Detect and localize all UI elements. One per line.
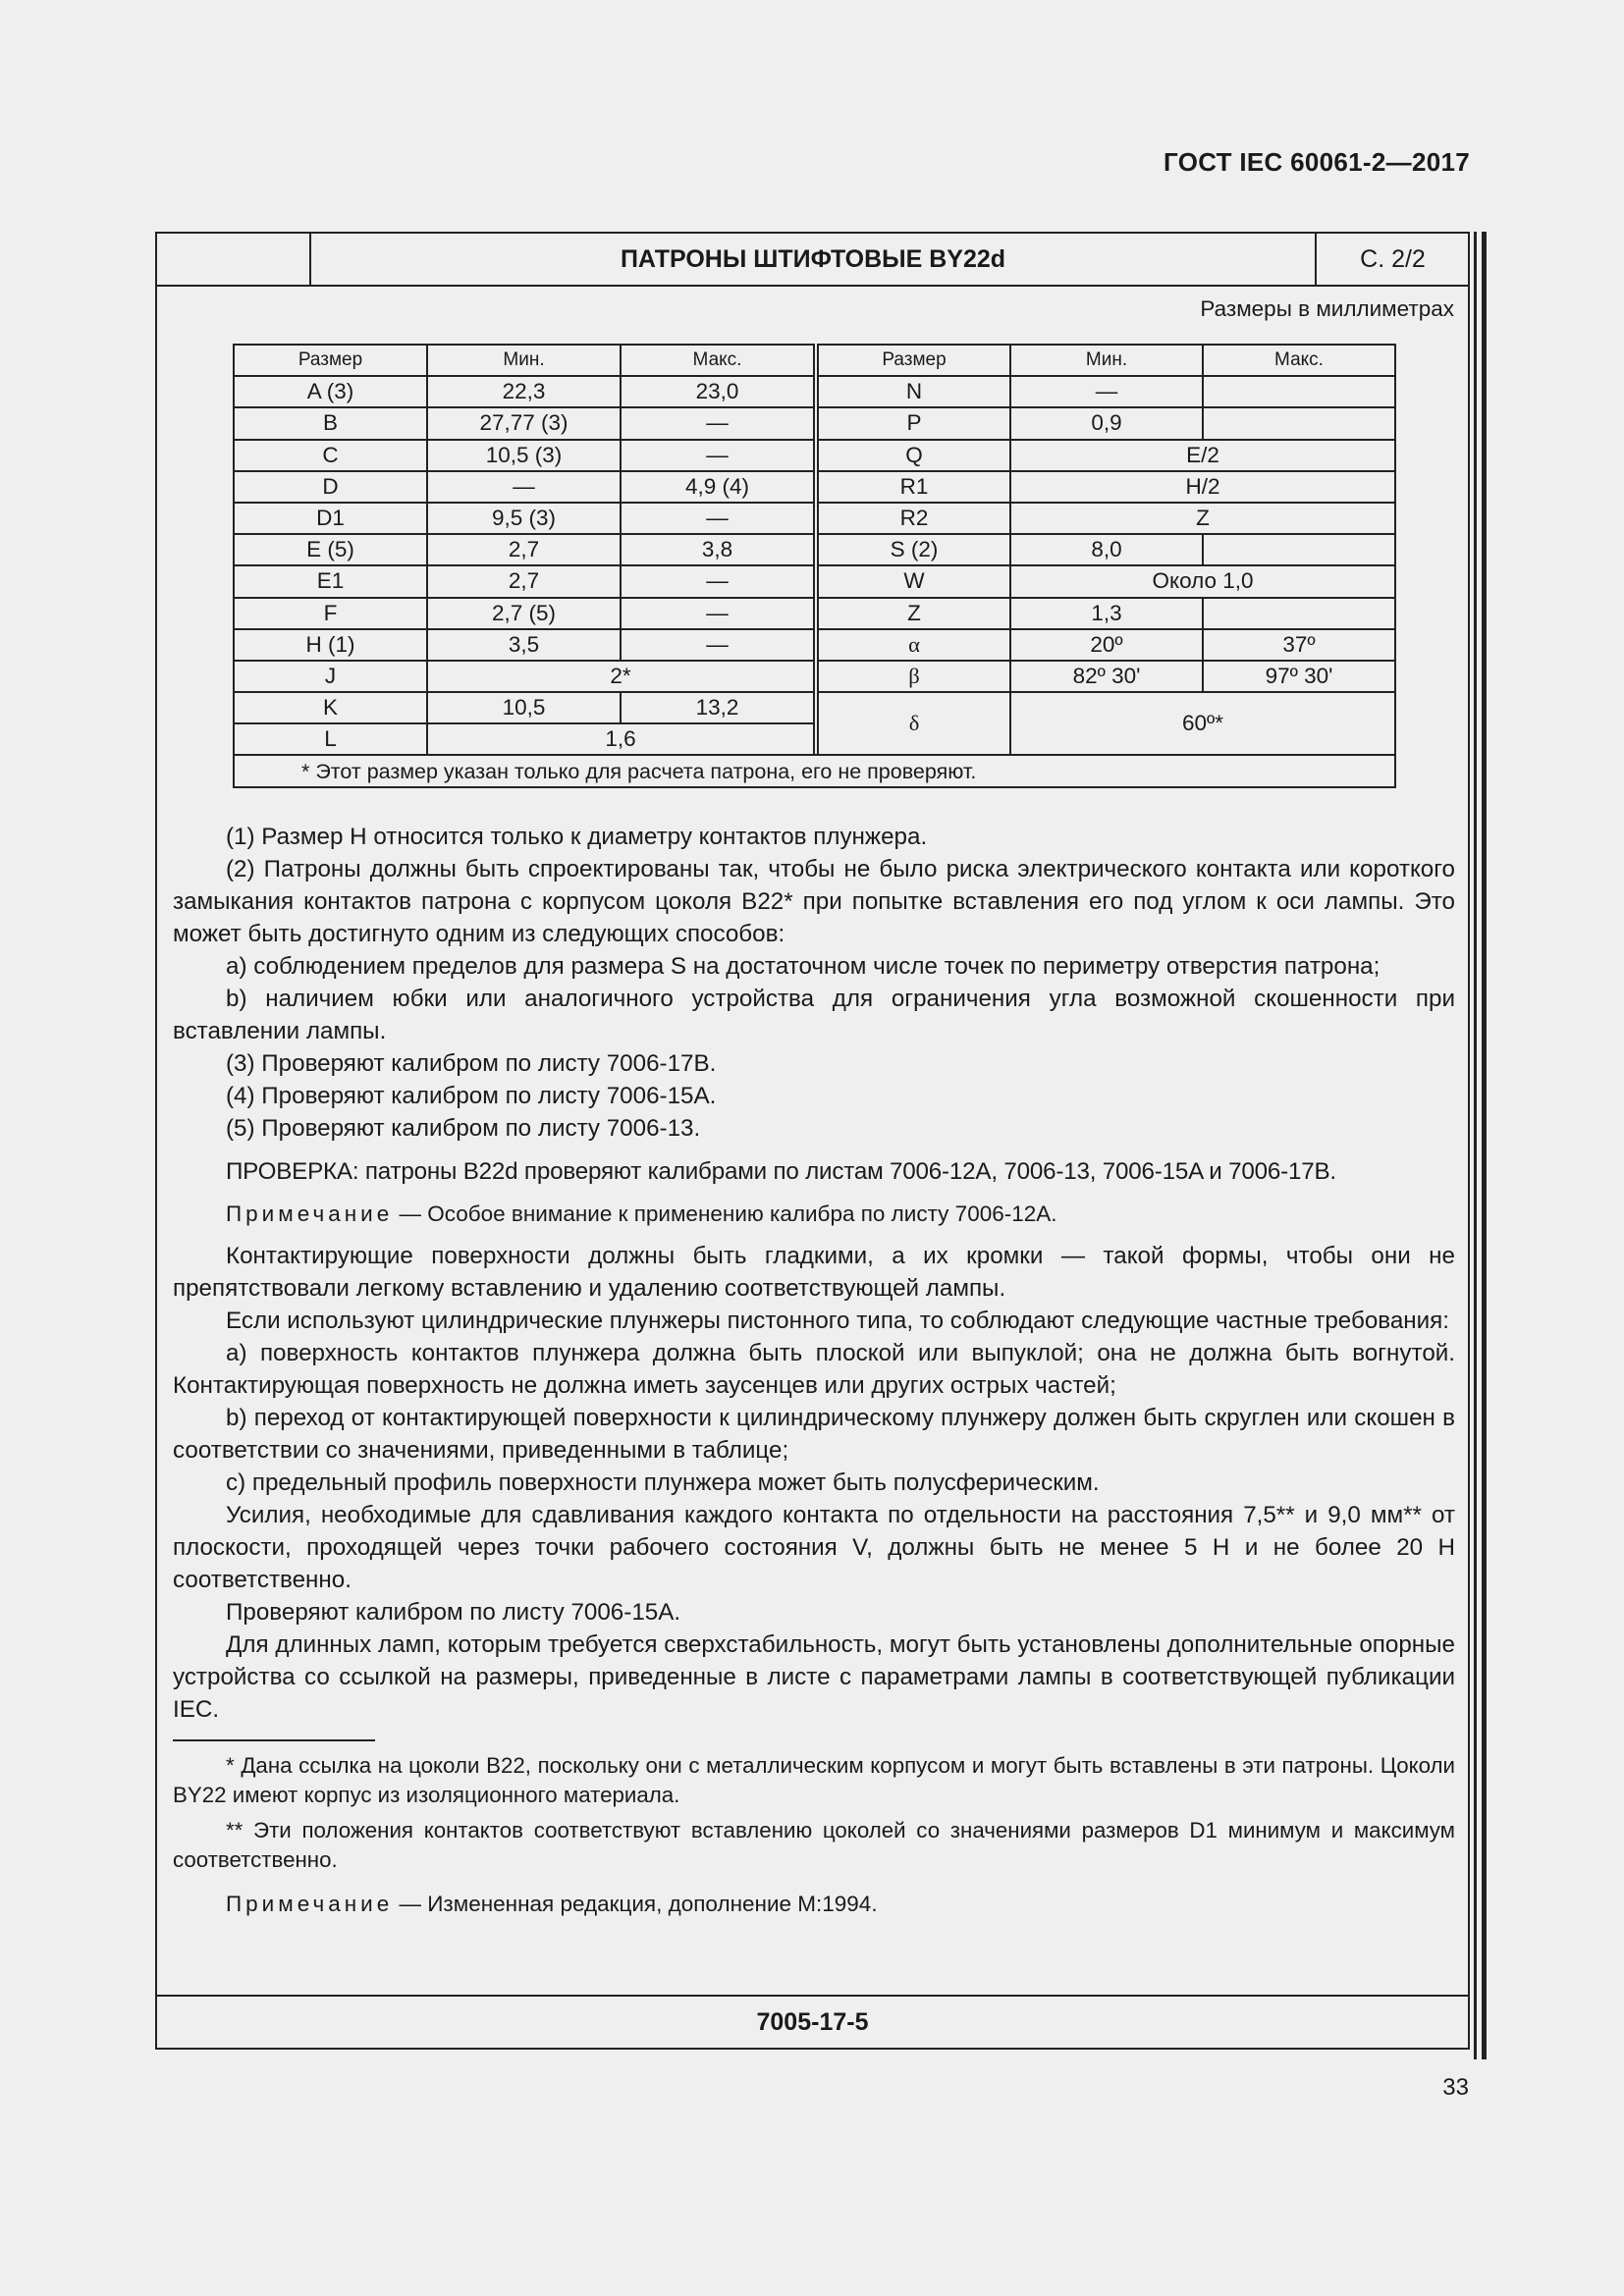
paragraph: Если используют цилиндрические плунжеры пистонного типа, то соблюдают следующие частные требования: (226, 1308, 1449, 1334)
header-cell: Мин. (1010, 345, 1203, 376)
page-number: 33 (1442, 2074, 1469, 2101)
table-row (234, 503, 1395, 534)
table-cell: — (621, 565, 814, 597)
table-row (234, 471, 1395, 503)
table-cell: 3,5 (427, 629, 621, 661)
note-text: — Особое внимание к применению калибра по листу 7006-12A. (393, 1201, 1057, 1226)
table-cell: C (234, 440, 427, 471)
table-row (234, 407, 1395, 439)
note-text: — Измененная редакция, дополнение M:1994. (393, 1892, 878, 1916)
table-cell: B (234, 407, 427, 439)
table-row (234, 376, 1395, 407)
table-cell: Около 1,0 (1010, 565, 1395, 597)
table-row (234, 440, 1395, 471)
table-cell: 10,5 (427, 692, 621, 723)
table-row (234, 629, 1395, 661)
note-paragraph: (4) Проверяют калибром по листу 7006-15A. (226, 1083, 717, 1109)
table-cell: S (2) (818, 534, 1010, 565)
header-cell: Размер (818, 345, 1010, 376)
table-cell: N (818, 376, 1010, 407)
sheet-frame (155, 232, 1470, 2050)
table-cell: D1 (234, 503, 427, 534)
table-cell: 27,77 (3) (427, 407, 621, 439)
table-cell: 23,0 (621, 376, 814, 407)
footnote: * Дана ссылка на цоколи B22, поскольку они с металлическим корпусом и могут быть вставлены в эти патроны. Цоколи BY22 имеют корпус из изоляционного материала. (173, 1753, 1455, 1807)
table-cell: Z (818, 598, 1010, 629)
table-cell: 60º* (1010, 692, 1395, 755)
table-cell: R1 (818, 471, 1010, 503)
table-cell (1203, 534, 1395, 565)
table-row (234, 534, 1395, 565)
footnote: ** Эти положения контактов соответствуют вставлению цоколей со значениями размеров D1 минимум и максимум соответственно. (173, 1818, 1455, 1872)
paragraph: c) предельный профиль поверхности плунжера может быть полусферическим. (226, 1469, 1100, 1496)
table-cell: 37º (1203, 629, 1395, 661)
sheet-number: 7005-17-5 (157, 1995, 1468, 2048)
sheet-header (157, 234, 1468, 287)
note-label: Примечание (226, 1892, 394, 1916)
table-cell: — (427, 471, 621, 503)
table-cell: δ (818, 692, 1010, 755)
table-cell: E/2 (1010, 440, 1395, 471)
table-cell: — (621, 407, 814, 439)
note-paragraph: b) наличием юбки или аналогичного устройства для ограничения угла возможной скошенности при вставлении лампы. (173, 986, 1455, 1044)
table-cell: R2 (818, 503, 1010, 534)
table-header-row (234, 345, 1395, 376)
header-cell: Мин. (427, 345, 621, 376)
note-block (173, 1199, 1455, 1229)
sheet-title: ПАТРОНЫ ШТИФТОВЫЕ BY22d (311, 234, 1317, 285)
table-cell: 4,9 (4) (621, 471, 814, 503)
table-cell: 10,5 (3) (427, 440, 621, 471)
units-note: Размеры в миллиметрах (1200, 296, 1454, 321)
frame-edge-rule-thick (1482, 232, 1487, 2059)
table-cell: 0,9 (1010, 407, 1203, 439)
table-cell: 2* (427, 661, 814, 692)
table-cell: 22,3 (427, 376, 621, 407)
frame-edge-rule (1474, 232, 1477, 2059)
table-cell: 13,2 (621, 692, 814, 723)
table-cell: 8,0 (1010, 534, 1203, 565)
table-cell: H (1) (234, 629, 427, 661)
paragraph: Контактирующие поверхности должны быть гладкими, а их кромки — такой формы, чтобы они не препятствовали легкому вставлению и удалению соответствующей лампы. (173, 1243, 1455, 1302)
table-cell: — (621, 629, 814, 661)
table-cell: 97º 30' (1203, 661, 1395, 692)
note-paragraph: a) соблюдением пределов для размера S на достаточном числе точек по периметру отверстия патрона; (226, 953, 1380, 980)
table-cell: Q (818, 440, 1010, 471)
table-footnote: * Этот размер указан только для расчета патрона, его не проверяют. (234, 755, 1395, 786)
table-cell: — (621, 598, 814, 629)
table-cell: 9,5 (3) (427, 503, 621, 534)
sheet-header-blank (157, 234, 311, 285)
table-footnote-row (234, 755, 1395, 786)
table-cell: — (621, 503, 814, 534)
note-label: Примечание (226, 1201, 394, 1226)
table-cell: — (621, 440, 814, 471)
header-cell: Размер (234, 345, 427, 376)
dimensions-table (233, 344, 1396, 788)
table-cell: H/2 (1010, 471, 1395, 503)
table-row (234, 565, 1395, 597)
paragraph: Усилия, необходимые для сдавливания каждого контакта по отдельности на расстояния 7,5** и 9,0 мм** от плоскости, проходящей через точки рабочего состояния V, должны быть не менее 5 Н и не более 20 Н соответственно. (173, 1502, 1455, 1593)
table-cell: 2,7 (5) (427, 598, 621, 629)
paragraph: a) поверхность контактов плунжера должна быть плоской или выпуклой; она не должна быть вогнутой. Контактирующая поверхность не должна иметь заусенцев или других острых частей; (173, 1340, 1455, 1399)
sheet-page: С. 2/2 (1360, 245, 1426, 273)
note-paragraph: (3) Проверяют калибром по листу 7006-17B. (226, 1050, 717, 1077)
table-cell: E (5) (234, 534, 427, 565)
check-paragraph: ПРОВЕРКА: патроны B22d проверяют калибрами по листам 7006-12A, 7006-13, 7006-15A и 7006-17B. (226, 1158, 1336, 1185)
table-cell: L (234, 723, 427, 755)
table-cell (1203, 376, 1395, 407)
table-cell: 82º 30' (1010, 661, 1203, 692)
table-cell: P (818, 407, 1010, 439)
note-paragraph: (2) Патроны должны быть спроектированы так, чтобы не было риска электрического контакта или короткого замыкания контактов патрона с корпусом цоколя B22* при попытке вставления его под углом к оси лампы. Это может быть достигнуто одним из следующих способов: (173, 856, 1455, 947)
body-text (173, 821, 1455, 1919)
table-cell (1203, 598, 1395, 629)
paragraph: b) переход от контактирующей поверхности к цилиндрическому плунжеру должен быть скруглен или скошен в соответствии со значениями, приведенными в таблице; (173, 1405, 1455, 1464)
note-block (173, 1889, 1455, 1919)
table-row (234, 692, 1395, 723)
header-cell: Макс. (1203, 345, 1395, 376)
table-cell: 1,6 (427, 723, 814, 755)
table-cell: α (818, 629, 1010, 661)
table-cell: 1,3 (1010, 598, 1203, 629)
table-cell: W (818, 565, 1010, 597)
header-cell: Макс. (621, 345, 814, 376)
table-cell: 20º (1010, 629, 1203, 661)
table-cell: F (234, 598, 427, 629)
table-cell: — (1010, 376, 1203, 407)
table-cell: E1 (234, 565, 427, 597)
paragraph: Для длинных ламп, которым требуется сверхстабильность, могут быть установлены дополнительные опорные устройства со ссылкой на размеры, приведенные в листе с параметрами лампы в соответствующей публикации IEC. (173, 1631, 1455, 1723)
table-row (234, 598, 1395, 629)
table-cell: A (3) (234, 376, 427, 407)
column-gap (814, 723, 818, 755)
table-row (234, 661, 1395, 692)
table-cell: β (818, 661, 1010, 692)
paragraph: Проверяют калибром по листу 7006-15A. (226, 1599, 681, 1626)
table-cell: 3,8 (621, 534, 814, 565)
table-cell: Z (1010, 503, 1395, 534)
note-paragraph: (5) Проверяют калибром по листу 7006-13. (226, 1115, 701, 1142)
table-cell: D (234, 471, 427, 503)
table-cell: 2,7 (427, 534, 621, 565)
table-cell: J (234, 661, 427, 692)
table-cell: 2,7 (427, 565, 621, 597)
table-cell: K (234, 692, 427, 723)
footnote-separator (173, 1739, 375, 1741)
table-cell (1203, 407, 1395, 439)
standard-code: ГОСТ IEC 60061-2—2017 (1164, 147, 1470, 177)
note-paragraph: (1) Размер H относится только к диаметру контактов плунжера. (226, 824, 928, 850)
